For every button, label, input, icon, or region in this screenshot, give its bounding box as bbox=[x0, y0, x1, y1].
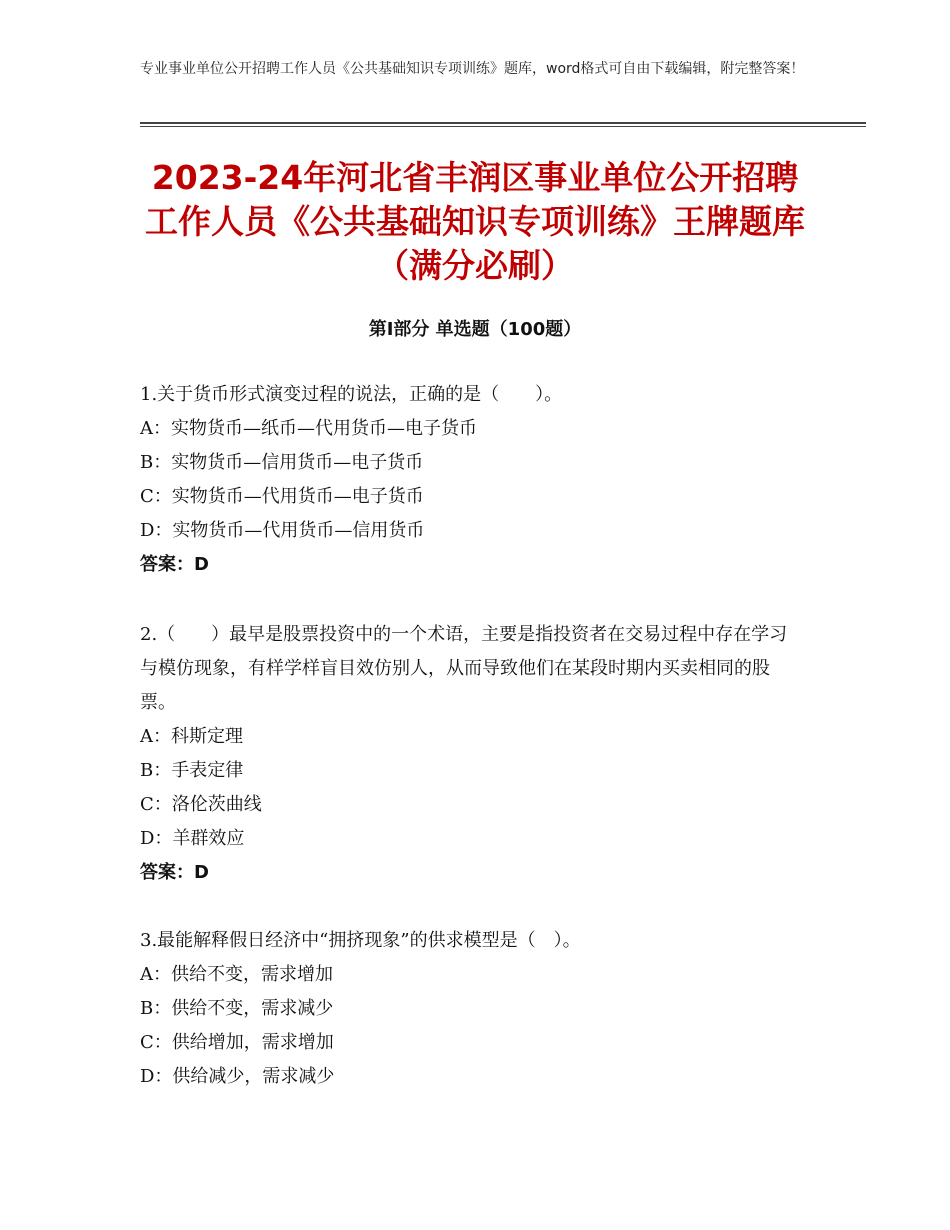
question-stem: 2.（ ）最早是股票投资中的一个术语，主要是指投资者在交易过程中存在学习与模仿现象，有样学样盲目效仿别人，从而导致他们在某段时期内买卖相同的股票。 bbox=[140, 624, 788, 713]
document-title: 2023-24年河北省丰润区事业单位公开招聘工作人员《公共基础知识专项训练》王牌题库（满分必刷） bbox=[145, 158, 805, 285]
option-b: B：手表定律 bbox=[140, 760, 244, 781]
option-d: D：羊群效应 bbox=[140, 828, 245, 849]
question-3 bbox=[140, 924, 800, 1094]
header-note: 专业事业单位公开招聘工作人员《公共基础知识专项训练》题库，word格式可自由下载编辑，附完整答案！ bbox=[140, 61, 805, 77]
question-1 bbox=[140, 378, 800, 582]
question-stem: 3.最能解释假日经济中“拥挤现象”的供求模型是（ ）。 bbox=[140, 930, 581, 951]
option-c: C：实物货币—代用货币—电子货币 bbox=[140, 486, 424, 507]
option-a: A：供给不变，需求增加 bbox=[140, 964, 333, 985]
header-divider-thin bbox=[140, 126, 866, 127]
header-divider bbox=[140, 122, 866, 124]
question-2 bbox=[140, 618, 800, 890]
option-c: C：供给增加，需求增加 bbox=[140, 1032, 334, 1053]
option-a: A：实物货币—纸币—代用货币—电子货币 bbox=[140, 418, 477, 439]
option-c: C：洛伦茨曲线 bbox=[140, 794, 262, 815]
answer: 答案：D bbox=[140, 554, 209, 575]
option-b: B：供给不变，需求减少 bbox=[140, 998, 334, 1019]
option-a: A：科斯定理 bbox=[140, 726, 243, 747]
answer: 答案：D bbox=[140, 862, 209, 883]
option-d: D：实物货币—代用货币—信用货币 bbox=[140, 520, 425, 541]
option-d: D：供给减少，需求减少 bbox=[140, 1066, 335, 1087]
option-b: B：实物货币—信用货币—电子货币 bbox=[140, 452, 424, 473]
section-heading: 第Ⅰ部分 单选题（100题） bbox=[368, 319, 582, 340]
question-stem: 1.关于货币形式演变过程的说法，正确的是（ ）。 bbox=[140, 384, 563, 405]
